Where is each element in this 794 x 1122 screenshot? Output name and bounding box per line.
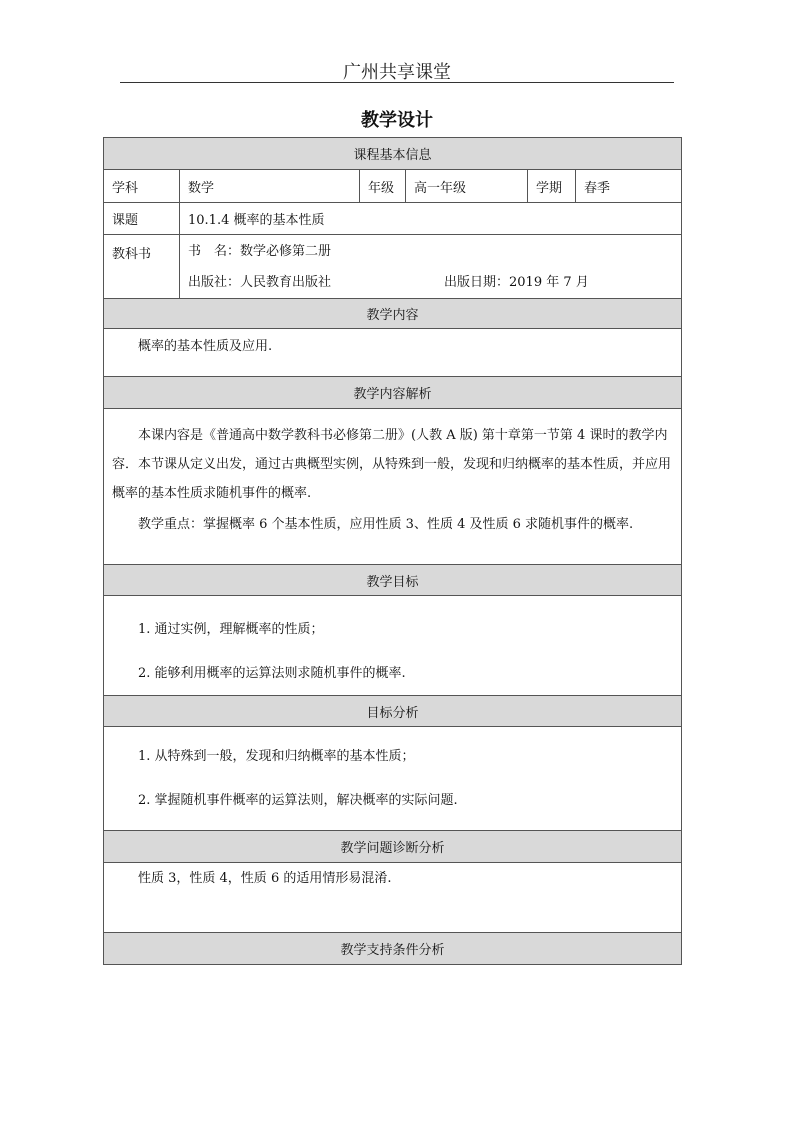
document-title: 教学设计 [361,110,433,131]
publish-date: 出版日期：2019 年 7 月 [444,274,589,290]
teaching-content-heading-row [104,299,682,329]
header-divider [120,82,674,83]
publisher: 出版社：人民教育出版社 [188,274,332,290]
site-title: 广州共享课堂 [343,62,451,83]
problem-diagnosis-cell [104,863,682,933]
problem-diagnosis-text: 性质 3，性质 4，性质 6 的适用情形易混淆. [138,871,392,886]
term-label: 学期 [528,170,576,203]
support-conditions-heading-row [104,933,682,965]
topic-value: 10.1.4 概率的基本性质 [180,203,682,235]
goal-analysis-cell [104,727,682,831]
content-analysis-heading-row [104,377,682,409]
subject-row [104,170,682,203]
term-value: 春季 [576,170,682,203]
topic-row [104,203,682,235]
lesson-design-table [103,137,682,965]
publisher-line [188,267,673,298]
goal-analysis-item: 1. 从特殊到一般，发现和归纳概率的基本性质； [138,749,415,764]
goal-item: 1. 通过实例，理解概率的性质； [138,622,324,637]
grade-value: 高一年级 [406,170,528,203]
support-conditions-heading: 教学支持条件分析 [104,933,682,965]
content-analysis-cell [104,409,682,565]
textbook-info [180,235,682,299]
goals-heading-row [104,565,682,596]
goal-item: 2. 能够利用概率的运算法则求随机事件的概率. [138,666,406,681]
teaching-focus-paragraph: 教学重点：掌握概率 6 个基本性质，应用性质 3、性质 4 及性质 6 求随机事件的概率. [138,517,634,532]
basic-info-heading-row [104,138,682,170]
content-analysis-heading: 教学内容解析 [104,377,682,409]
teaching-content-text: 概率的基本性质及应用. [138,339,273,354]
basic-info-heading: 课程基本信息 [104,138,682,170]
teaching-content-row [104,329,682,377]
topic-label: 课题 [104,203,180,235]
content-analysis-row [104,409,682,565]
textbook-row [104,235,682,299]
book-name: 书 名：数学必修第二册 [188,243,332,259]
goals-row [104,596,682,696]
goal-analysis-item: 2. 掌握随机事件概率的运算法则，解决概率的实际问题. [138,793,458,808]
problem-diagnosis-heading: 教学问题诊断分析 [104,831,682,863]
goals-cell [104,596,682,696]
goal-analysis-heading: 目标分析 [104,696,682,727]
teaching-content-cell [104,329,682,377]
goal-analysis-heading-row [104,696,682,727]
teaching-content-heading: 教学内容 [104,299,682,329]
content-analysis-paragraph: 本课内容是《普通高中数学教科书必修第二册》(人教 A 版) 第十章第一节第 4 课时的教学内容．本节课从定义出发，通过古典概型实例，从特殊到一般，发现和归纳概率的基本性质，并应用概率的基本性质求随机事件的概率. [112,428,672,501]
problem-diagnosis-row [104,863,682,933]
goal-analysis-row [104,727,682,831]
textbook-label: 教科书 [104,235,180,299]
grade-label: 年级 [360,170,406,203]
goals-heading: 教学目标 [104,565,682,596]
problem-diagnosis-heading-row [104,831,682,863]
subject-label: 学科 [104,170,180,203]
subject-value: 数学 [180,170,360,203]
